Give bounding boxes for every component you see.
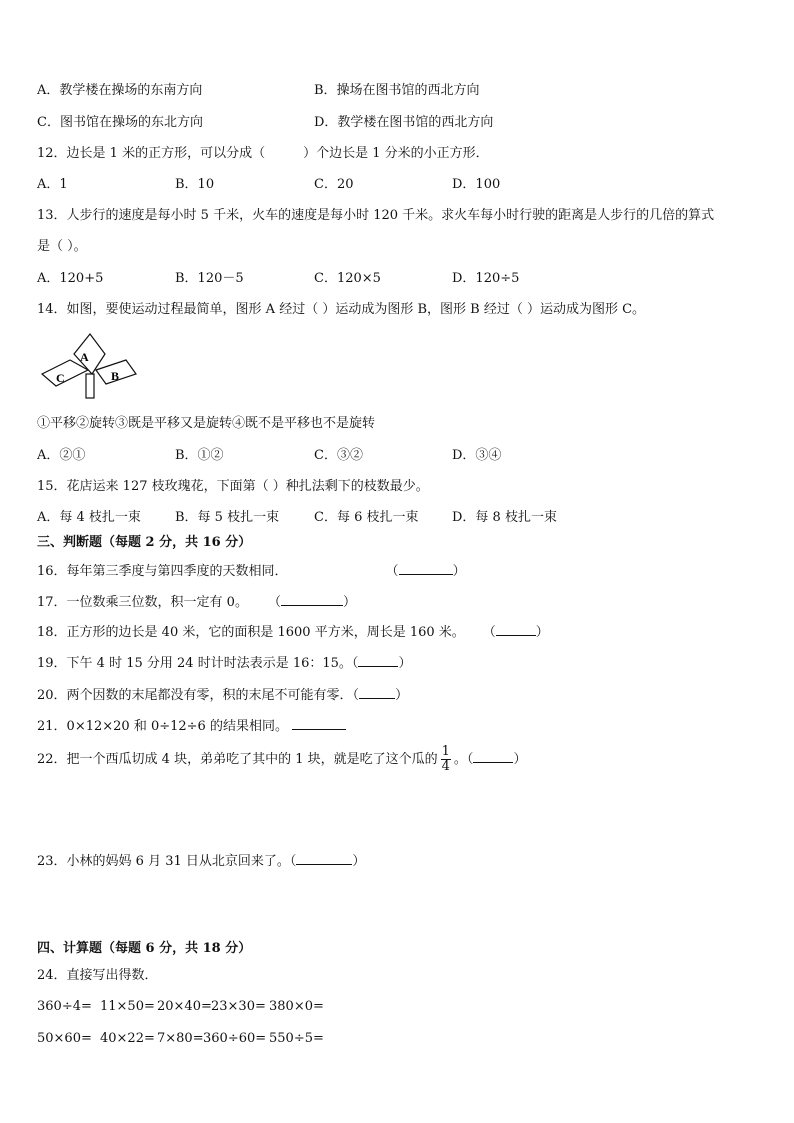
q13-stem-line2: 是（ ）。	[37, 239, 87, 254]
q19-line: 19．下午 4 时 15 分用 24 时计时法表示是 16：15。（ ）	[37, 656, 412, 671]
q23-answer-blank[interactable]	[296, 852, 352, 865]
q20-line: 20．两个因数的末尾都没有零，积的末尾不可能有零．（ ）	[37, 688, 409, 703]
calc-item: 360÷60=	[203, 1031, 267, 1046]
q14-option-b: B．①②	[175, 448, 224, 463]
q19-text: 19．下午 4 时 15 分用 24 时计时法表示是 16：15。	[37, 656, 352, 671]
label-c: C	[56, 371, 65, 385]
q13-stem-line1: 13．人步行的速度是每小时 5 千米，火车的速度是每小时 120 千米。求火车每小时行驶的距离是人步行的几倍的算式	[37, 208, 715, 223]
calc-item: 20×40=	[157, 999, 212, 1014]
q13-option-a: A．120+5	[37, 271, 104, 286]
q15-option-a: A．每 4 枝扎一束	[37, 510, 141, 525]
q12-option-b: B．10	[175, 177, 215, 192]
q11-option-a: A．教学楼在操场的东南方向	[37, 83, 203, 98]
q12-stem-part2: ）个边长是 1 分米的小正方形．	[303, 146, 489, 161]
stem-rect	[86, 374, 94, 398]
q17-answer-blank[interactable]	[281, 593, 343, 606]
q22-fraction-numerator: 1	[441, 744, 450, 759]
q12-stem-part1: 12．边长是 1 米的正方形，可以分成（	[37, 146, 266, 161]
q24-row2	[37, 1030, 329, 1048]
q14-figure	[38, 330, 142, 402]
label-a: A	[80, 350, 89, 364]
calc-item: 50×60=	[37, 1031, 92, 1046]
label-b: B	[111, 369, 120, 383]
q15-option-c: C．每 6 枝扎一束	[314, 510, 419, 525]
q12-option-c: C．20	[314, 177, 354, 192]
q15-option-b: B．每 5 枝扎一束	[175, 510, 280, 525]
q14-choices-line: ①平移②旋转③既是平移又是旋转④既不是平移也不是旋转	[37, 416, 376, 431]
q24-stem: 24．直接写出得数．	[37, 968, 158, 983]
q13-option-d: D．120÷5	[452, 271, 520, 286]
q19-answer-blank[interactable]	[358, 654, 398, 667]
q16-answer-blank[interactable]	[399, 562, 453, 575]
q12-option-d: D．100	[452, 177, 501, 192]
q21-text: 21．0×12×20 和 0÷12÷6 的结果相同。	[37, 719, 288, 734]
q22-fraction-denominator: 4	[441, 759, 450, 774]
calc-item: 550÷5=	[269, 1031, 324, 1046]
q22-text: 22．把一个西瓜切成 4 块，弟弟吃了其中的 1 块，就是吃了这个瓜的	[37, 752, 438, 767]
q22-fraction	[441, 745, 451, 774]
q15-stem: 15．花店运来 127 枝玫瑰花，下面第（ ）种扎法剩下的枝数最少。	[37, 479, 429, 494]
section3-title: 三、判断题（每题 2 分，共 16 分）	[37, 535, 252, 550]
calc-item: 7×80=	[157, 1031, 204, 1046]
calc-item: 360÷4=	[37, 999, 92, 1014]
q17-line: 17．一位数乘三位数，积一定有 0。 （ ）	[37, 595, 356, 610]
q21-answer-blank[interactable]	[292, 717, 346, 730]
section4-title: 四、计算题（每题 6 分，共 18 分）	[37, 941, 252, 956]
q21-line	[37, 717, 346, 736]
q11-option-b: B．操场在图书馆的西北方向	[314, 83, 480, 98]
calc-item: 23×30=	[211, 999, 266, 1014]
q14-stem: 14．如图，要使运动过程最简单，图形 A 经过（ ）运动成为图形 B，图形 B 经过（ ）运动成为图形 C。	[37, 302, 646, 317]
q23-line: 23．小林的妈妈 6 月 31 日从北京回来了。（ ）	[37, 854, 366, 869]
calc-item: 11×50=	[100, 999, 155, 1014]
calc-item: 380×0=	[269, 999, 324, 1014]
q22-answer-blank[interactable]	[473, 750, 513, 763]
q20-text: 20．两个因数的末尾都没有零，积的末尾不可能有零．	[37, 688, 353, 703]
q12-option-a: A．1	[37, 177, 68, 192]
calc-item: 40×22=	[100, 1031, 155, 1046]
q17-text: 17．一位数乘三位数，积一定有 0。	[37, 595, 248, 610]
q18-text: 18．正方形的边长是 40 米，它的面积是 1600 平方米，周长是 160 米。	[37, 625, 465, 640]
q14-option-c: C．③②	[314, 448, 363, 463]
q13-option-b: B．120－5	[175, 271, 244, 286]
q23-text: 23．小林的妈妈 6 月 31 日从北京回来了。	[37, 854, 290, 869]
q11-option-d: D．教学楼在图书馆的西北方向	[314, 115, 494, 130]
q16-text: 16．每年第三季度与第四季度的天数相同．	[37, 564, 288, 579]
q12-stem	[37, 145, 489, 163]
q16-line: 16．每年第三季度与第四季度的天数相同． （ ）	[37, 564, 466, 579]
q13-option-c: C．120×5	[314, 271, 381, 286]
q14-option-d: D．③④	[452, 448, 502, 463]
q18-answer-blank[interactable]	[496, 623, 536, 636]
q18-line: 18．正方形的边长是 40 米，它的面积是 1600 平方米，周长是 160 米。 （ ）	[37, 625, 549, 640]
q20-answer-blank[interactable]	[359, 686, 395, 699]
q14-option-a: A．②①	[37, 448, 86, 463]
q15-option-d: D．每 8 枝扎一束	[452, 510, 557, 525]
q24-row1	[37, 998, 329, 1016]
q22-line: 22．把一个西瓜切成 4 块，弟弟吃了其中的 1 块，就是吃了这个瓜的 $\frac{1}{4}$ 。（ ）	[37, 744, 527, 774]
q11-option-c: C．图书馆在操场的东北方向	[37, 115, 203, 130]
